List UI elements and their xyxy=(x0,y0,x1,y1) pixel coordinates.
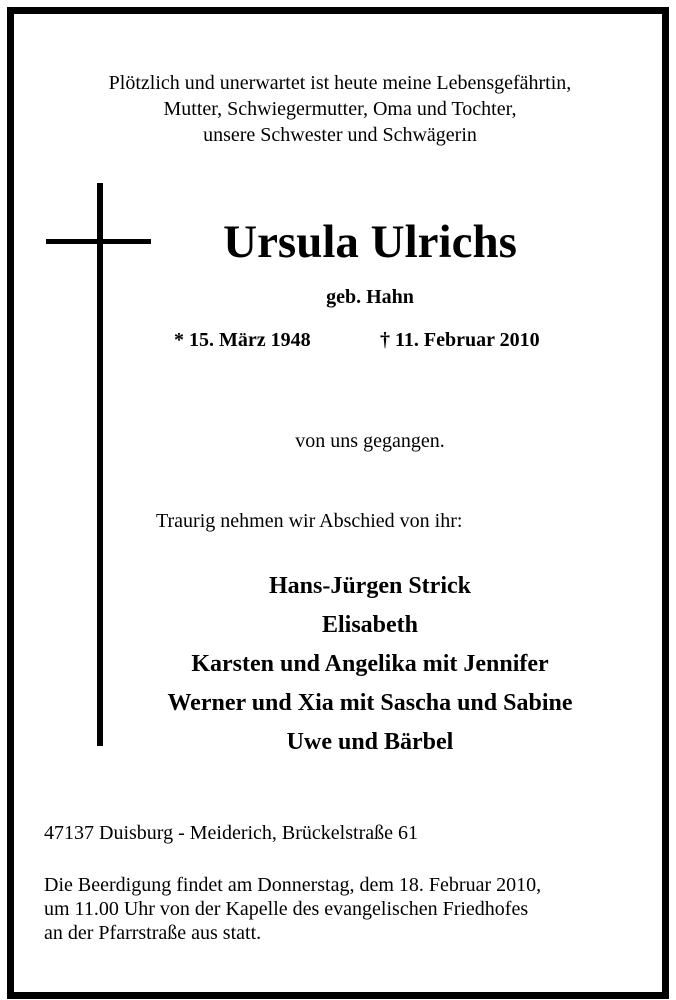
mourner-name: Hans-Jürgen Strick xyxy=(268,573,471,599)
intro-line: unsere Schwester und Schwägerin xyxy=(203,124,477,146)
cross-horizontal-bar xyxy=(46,239,151,244)
mourning-address: 47137 Duisburg - Meiderich, Brückelstraße 61 xyxy=(44,822,418,844)
intro-line: Mutter, Schwiegermutter, Oma und Tochter, xyxy=(163,98,517,120)
mourner-name: Uwe und Bärbel xyxy=(286,729,454,755)
notice-border xyxy=(7,7,669,999)
funeral-info xyxy=(44,873,541,945)
death-date: † 11. Februar 2010 xyxy=(380,329,540,351)
mourner-name: Werner und Xia mit Sascha und Sabine xyxy=(167,690,573,716)
mourners-list xyxy=(110,568,630,763)
farewell-line: Traurig nehmen wir Abschied von ihr: xyxy=(156,510,463,532)
birth-date: * 15. März 1948 xyxy=(174,329,311,351)
cross-vertical-bar xyxy=(97,183,103,746)
intro-line: Plötzlich und unerwartet ist heute meine Lebensgefährtin, xyxy=(108,72,572,94)
maiden-name: geb. Hahn xyxy=(326,286,414,308)
passed-line: von uns gegangen. xyxy=(295,430,445,452)
funeral-line: um 11.00 Uhr von der Kapelle des evangelischen Friedhofes xyxy=(44,898,529,920)
funeral-line: an der Pfarrstraße aus statt. xyxy=(44,922,262,944)
funeral-line: Die Beerdigung findet am Donnerstag, dem 18. Februar 2010, xyxy=(44,874,542,896)
mourner-name: Karsten und Angelika mit Jennifer xyxy=(191,651,549,677)
deceased-name: Ursula Ulrichs xyxy=(223,216,517,268)
intro-text xyxy=(40,70,640,148)
mourner-name: Elisabeth xyxy=(321,612,419,638)
